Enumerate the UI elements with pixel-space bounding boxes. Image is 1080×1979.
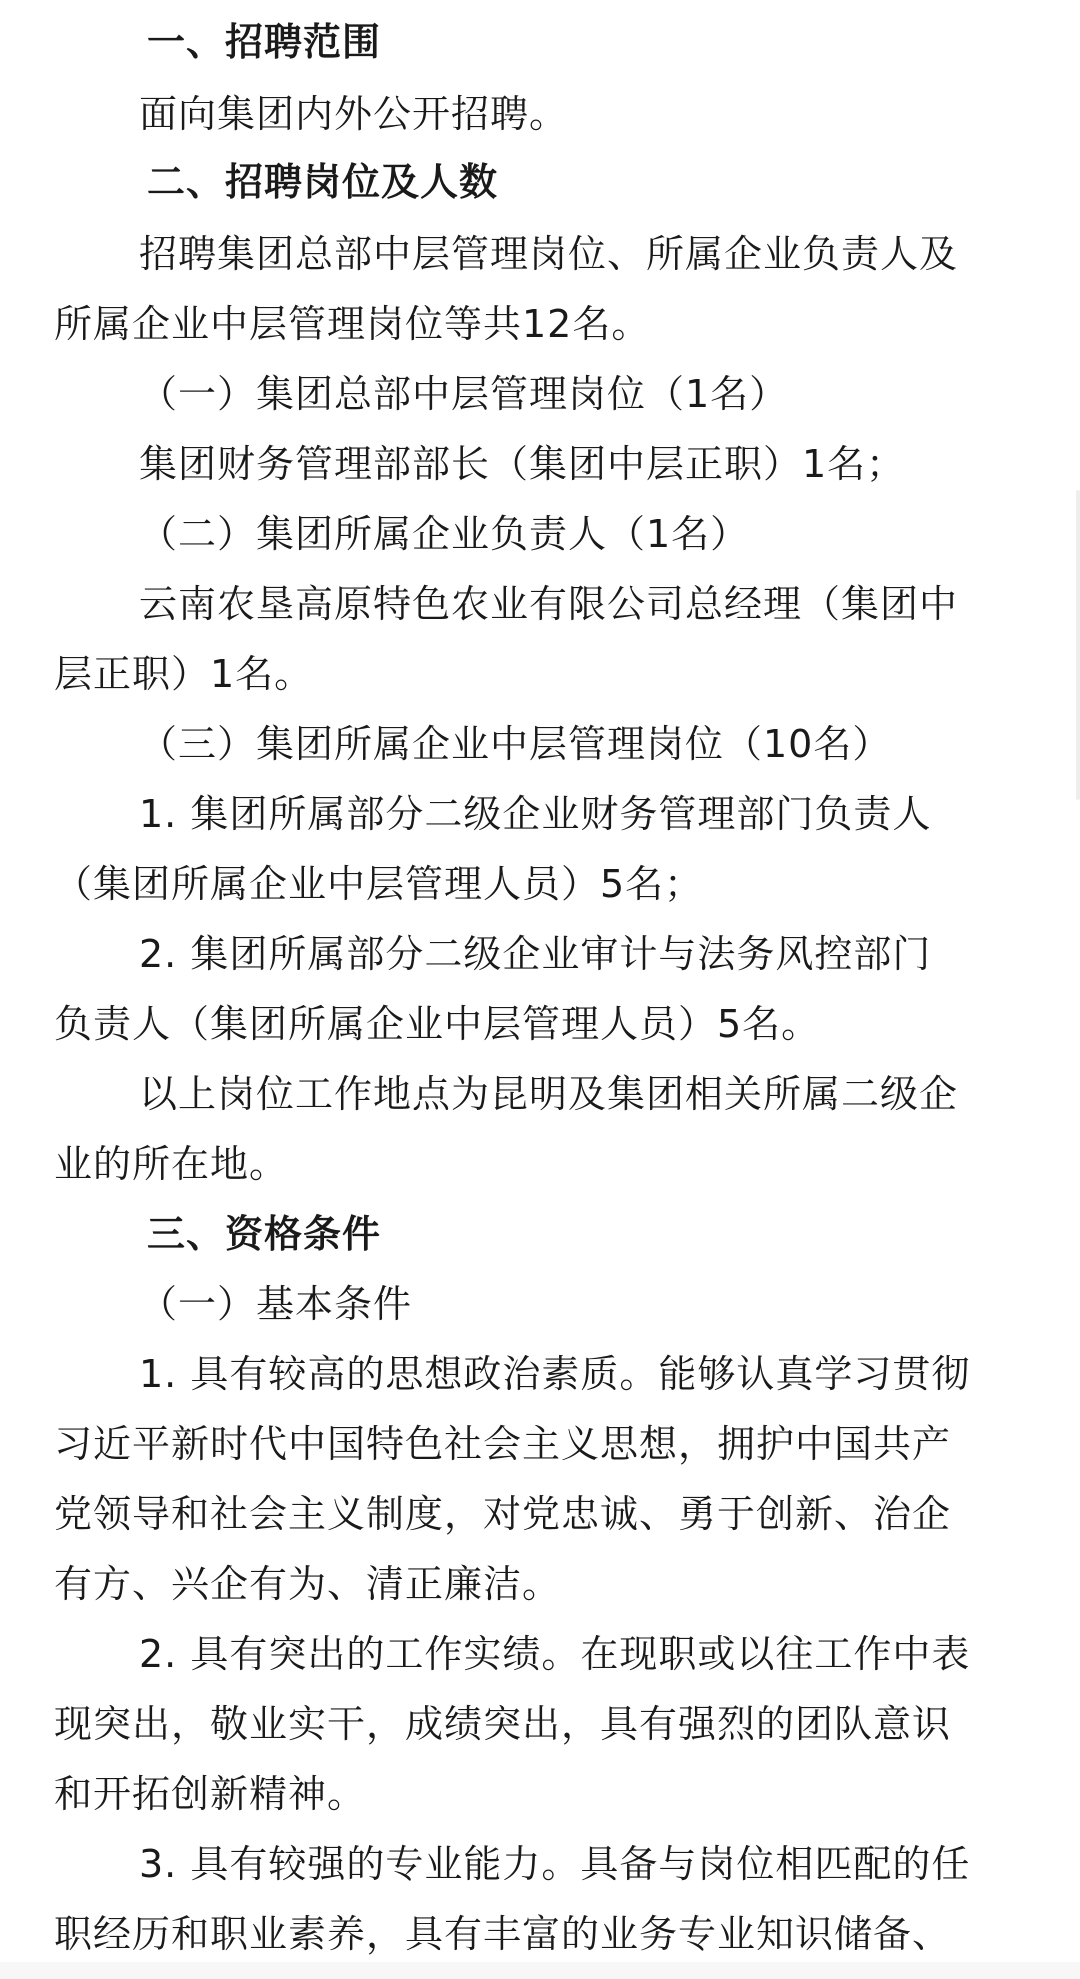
paragraph-line: 负责人（集团所属企业中层管理人员）5名。	[54, 1002, 821, 1046]
paragraph-line: 集团财务管理部部长（集团中层正职）1名；	[139, 442, 906, 486]
paragraph-line: 和开拓创新精神。	[54, 1772, 367, 1816]
paragraph-line: （集团所属企业中层管理人员）5名；	[54, 862, 704, 906]
subheading-line: （二）集团所属企业负责人（1名）	[139, 512, 750, 556]
paragraph-line: 面向集团内外公开招聘。	[139, 92, 569, 136]
paragraph-line: 现突出，敬业实干，成绩突出，具有强烈的团队意识	[54, 1702, 952, 1746]
paragraph-line: 党领导和社会主义制度，对党忠诚、勇于创新、治企	[54, 1492, 952, 1536]
paragraph-line: 2. 集团所属部分二级企业审计与法务风控部门	[139, 932, 932, 976]
section-heading-recruitment-scope: 一、招聘范围	[147, 20, 382, 64]
paragraph-line: 1. 具有较高的思想政治素质。能够认真学习贯彻	[139, 1352, 971, 1396]
paragraph-line: 3. 具有较强的专业能力。具备与岗位相匹配的任	[139, 1842, 971, 1886]
bottom-edge	[0, 1962, 1080, 1979]
section-heading-qualifications: 三、资格条件	[147, 1212, 382, 1256]
subheading-line: （一）基本条件	[139, 1282, 413, 1326]
paragraph-line: 层正职）1名。	[54, 652, 314, 696]
subheading-line: （三）集团所属企业中层管理岗位（10名）	[139, 722, 892, 766]
paragraph-line: 习近平新时代中国特色社会主义思想，拥护中国共产	[54, 1422, 952, 1466]
paragraph-line: 招聘集团总部中层管理岗位、所属企业负责人及	[139, 232, 959, 276]
paragraph-line: 以上岗位工作地点为昆明及集团相关所属二级企	[139, 1072, 959, 1116]
section-heading-positions: 二、招聘岗位及人数	[147, 160, 499, 204]
paragraph-line: 职经历和职业素养，具有丰富的业务专业知识储备、	[54, 1912, 952, 1956]
scrollbar-track[interactable]	[1076, 490, 1080, 800]
paragraph-line: 云南农垦高原特色农业有限公司总经理（集团中	[139, 582, 959, 626]
paragraph-line: 所属企业中层管理岗位等共12名。	[54, 302, 651, 346]
paragraph-line: 1. 集团所属部分二级企业财务管理部门负责人	[139, 792, 932, 836]
paragraph-line: 有方、兴企有为、清正廉洁。	[54, 1562, 562, 1606]
paragraph-line: 2. 具有突出的工作实绩。在现职或以往工作中表	[139, 1632, 971, 1676]
paragraph-line: 业的所在地。	[54, 1142, 289, 1186]
subheading-line: （一）集团总部中层管理岗位（1名）	[139, 372, 789, 416]
